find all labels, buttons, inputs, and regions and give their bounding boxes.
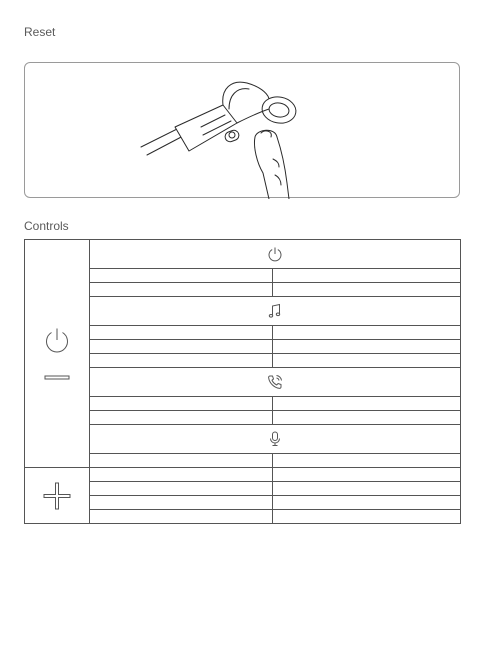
row-divider [89, 509, 461, 510]
mode-header-power [90, 240, 460, 268]
group-divider [24, 467, 461, 468]
mode-header-call [90, 368, 460, 396]
controls-table [24, 239, 461, 524]
mode-header-voice [90, 425, 460, 453]
controls-heading: Controls [24, 219, 69, 233]
column-divider [272, 396, 273, 424]
row-divider [89, 353, 461, 354]
plus-button-cell [25, 468, 89, 523]
row-divider [89, 325, 461, 326]
reset-heading: Reset [24, 25, 56, 39]
power-minus-button-cell [25, 240, 89, 467]
row-divider [89, 396, 461, 397]
column-divider [272, 325, 273, 367]
headphone-reset-illustration [25, 63, 461, 199]
plus-icon [42, 481, 72, 511]
reset-illustration-frame [24, 62, 460, 198]
row-divider [89, 410, 461, 411]
row-divider [89, 282, 461, 283]
phone-call-icon [267, 374, 283, 390]
row-divider [89, 481, 461, 482]
row-divider [89, 495, 461, 496]
row-divider [89, 268, 461, 269]
microphone-icon [269, 431, 281, 447]
power-minus-icon [42, 328, 72, 380]
row-divider [89, 453, 461, 454]
power-icon [267, 246, 283, 262]
music-note-icon [268, 303, 282, 319]
column-divider [272, 453, 273, 523]
column-divider [272, 268, 273, 296]
mode-header-music [90, 297, 460, 325]
row-divider [89, 339, 461, 340]
